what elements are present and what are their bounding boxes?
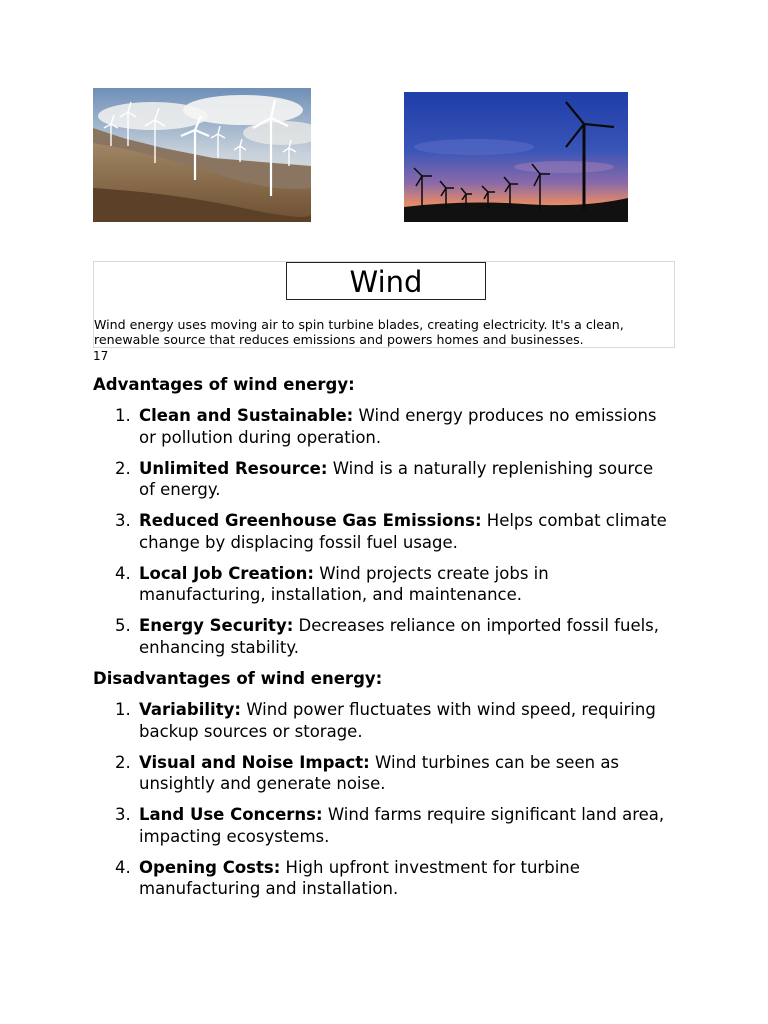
item-number: 3. [115,511,131,530]
item-term: Unlimited Resource: [139,458,328,478]
item-number: 1. [115,700,131,719]
item-text: Wind projects create jobs in manufacturing, installation, and maintenance. [139,563,549,604]
item-text: Decreases reliance on imported fossil fuels, enhancing stability. [139,616,660,657]
item-term: Clean and Sustainable: [139,406,354,425]
intro-description: Wind energy uses moving air to spin turbine blades, creating electricity. It's a clean, renewable source that reduces emissions and powers homes and businesses. [94,317,624,347]
item-term: Land Use Concerns: [139,805,323,824]
item-number: 4. [115,857,131,877]
list-item [93,752,673,795]
item-number: 2. [115,752,131,772]
item-text: Wind energy produces no emissions or pollution during operation. [139,406,657,447]
disadvantages-heading: Disadvantages of wind energy: [93,669,383,688]
wind-farm-hills-image [93,88,311,222]
list-item [93,699,673,742]
page-title: Wind [286,262,486,300]
disadvantages-list [93,699,673,909]
item-text: Helps combat climate change by displacing fossil fuel usage. [139,511,667,552]
item-term: Visual and Noise Impact: [139,752,370,772]
wind-turbines-sunset-image [404,92,628,222]
item-text: Wind is a naturally replenishing source of energy. [139,458,654,499]
list-item [93,405,673,448]
list-item [93,563,673,606]
wind-intro-textbox [93,261,675,348]
list-item [93,615,673,658]
item-term: Variability: [139,700,241,719]
list-item [93,804,673,847]
advantages-heading: Advantages of wind energy: [93,375,355,394]
list-item [93,458,673,501]
item-text: Wind turbines can be seen as unsightly and generate noise. [139,752,620,793]
item-number: 1. [115,406,131,425]
list-item [93,510,673,553]
item-text: High upfront investment for turbine manufacturing and installation. [139,857,580,898]
item-term: Energy Security: [139,616,294,635]
item-text: Wind power fluctuates with wind speed, requiring backup sources or storage. [139,700,656,741]
item-term: Local Job Creation: [139,563,314,583]
advantages-list [93,405,673,668]
item-number: 4. [115,563,131,583]
item-number: 5. [115,616,131,635]
page-number: 17 [93,349,109,363]
item-number: 3. [115,805,131,824]
item-term: Reduced Greenhouse Gas Emissions: [139,511,482,530]
list-item [93,857,673,900]
item-text: Wind farms require significant land area, impacting ecosystems. [139,805,665,846]
item-number: 2. [115,458,131,478]
item-term: Opening Costs: [139,857,281,877]
